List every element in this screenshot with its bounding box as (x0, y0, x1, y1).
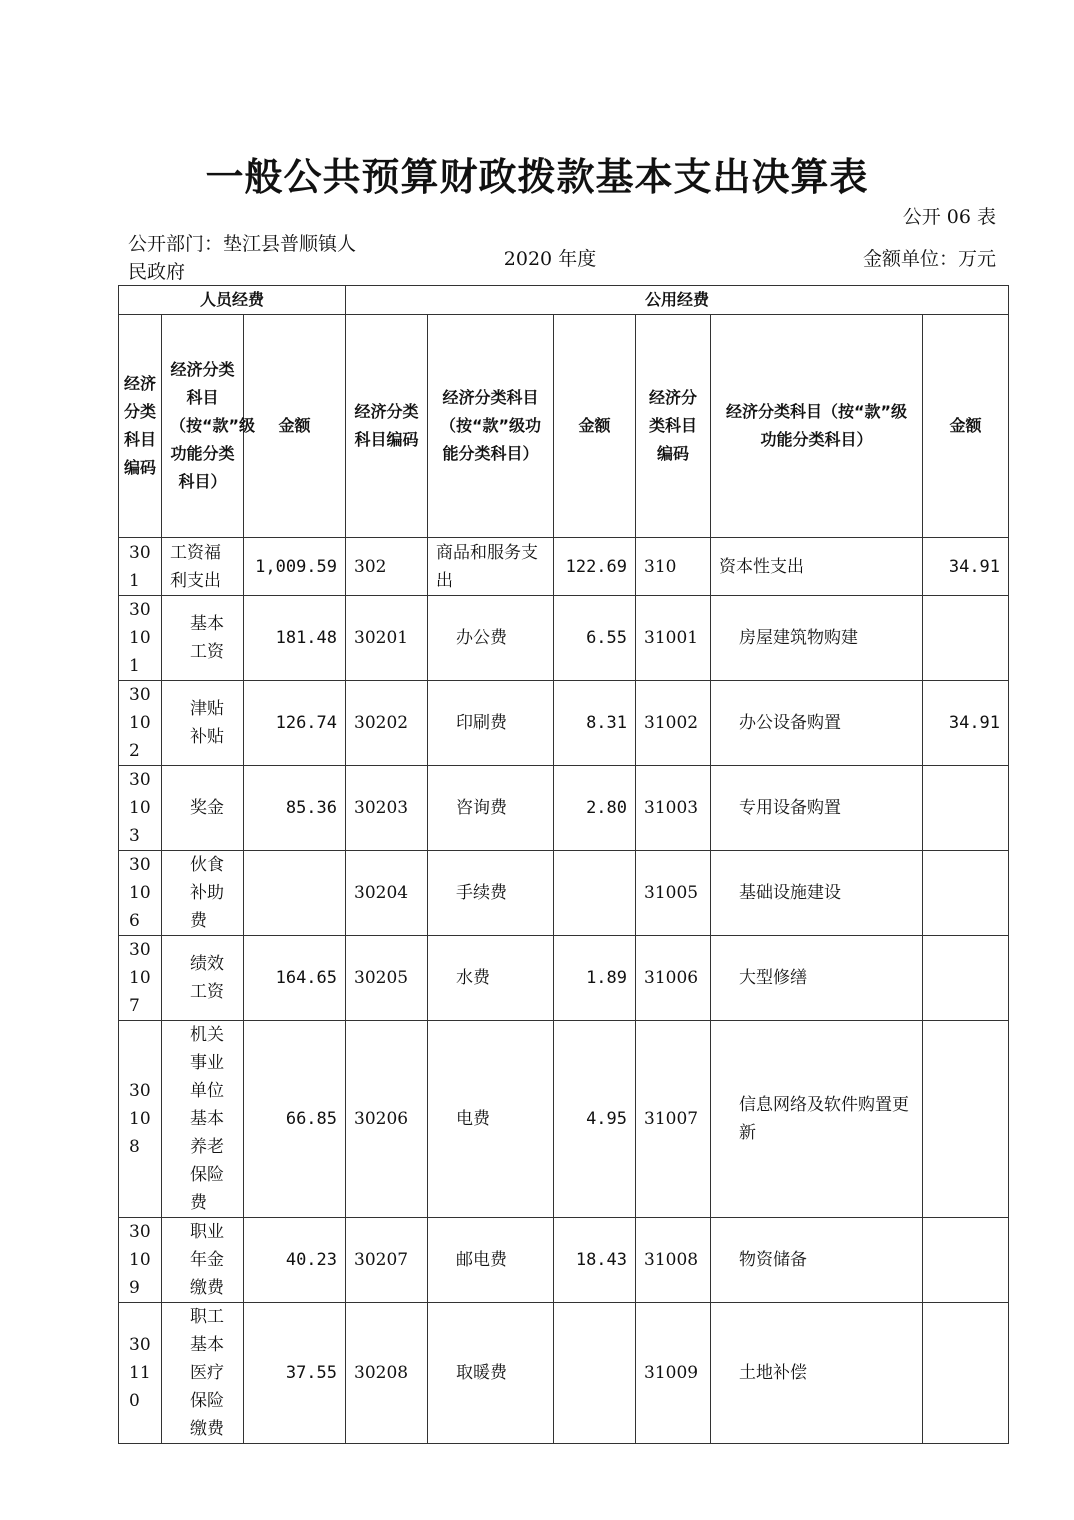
personnel-amount: 85.36 (244, 766, 346, 851)
col-header-goods-code: 经济分类科目编码 (346, 315, 428, 538)
capital-code: 31002 (636, 681, 711, 766)
goods-subject: 咨询费 (428, 766, 554, 851)
table-row (119, 596, 1009, 681)
personnel-amount: 40.23 (244, 1218, 346, 1303)
goods-code: 302 (346, 538, 428, 596)
col-header-capital-subject: 经济分类科目（按“款”级功能分类科目） (711, 315, 923, 538)
goods-subject: 电费 (428, 1021, 554, 1218)
goods-subject: 手续费 (428, 851, 554, 936)
capital-subject: 物资储备 (711, 1218, 923, 1303)
personnel-amount: 126.74 (244, 681, 346, 766)
col-header-personnel-code: 经济分类科目编码 (119, 315, 162, 538)
capital-subject: 办公设备购置 (711, 681, 923, 766)
capital-amount (923, 851, 1009, 936)
goods-subject: 取暖费 (428, 1303, 554, 1444)
personnel-code: 30106 (119, 851, 162, 936)
col-header-personnel-subject: 经济分类科目（按“款”级功能分类科目） (162, 315, 244, 538)
goods-code: 30207 (346, 1218, 428, 1303)
table-row (119, 1021, 1009, 1218)
capital-subject: 土地补偿 (711, 1303, 923, 1444)
fiscal-year: 2020 年度 (503, 248, 597, 270)
table-row (119, 766, 1009, 851)
capital-amount (923, 596, 1009, 681)
personnel-code: 30102 (119, 681, 162, 766)
capital-subject: 房屋建筑物购建 (711, 596, 923, 681)
form-number: 公开 06 表 (902, 206, 996, 228)
goods-amount: 122.69 (554, 538, 636, 596)
personnel-code: 30101 (119, 596, 162, 681)
goods-amount: 8.31 (554, 681, 636, 766)
goods-amount: 2.80 (554, 766, 636, 851)
goods-amount: 6.55 (554, 596, 636, 681)
personnel-subject: 津贴补贴 (162, 681, 244, 766)
goods-amount: 4.95 (554, 1021, 636, 1218)
goods-code: 30203 (346, 766, 428, 851)
personnel-subject: 绩效工资 (162, 936, 244, 1021)
personnel-code: 30110 (119, 1303, 162, 1444)
col-header-capital-amount: 金额 (923, 315, 1009, 538)
personnel-group-header: 人员经费 (119, 286, 346, 315)
goods-amount: 1.89 (554, 936, 636, 1021)
goods-subject: 印刷费 (428, 681, 554, 766)
col-header-goods-amount: 金额 (554, 315, 636, 538)
goods-amount: 18.43 (554, 1218, 636, 1303)
department-label: 公开部门：垫江县普顺镇人民政府 (128, 233, 357, 283)
amount-unit: 金额单位：万元 (862, 248, 996, 270)
public-group-header: 公用经费 (346, 286, 1009, 315)
capital-code: 31005 (636, 851, 711, 936)
capital-amount: 34.91 (923, 538, 1009, 596)
budget-table (118, 285, 1009, 1444)
capital-subject: 大型修缮 (711, 936, 923, 1021)
capital-amount (923, 936, 1009, 1021)
capital-amount: 34.91 (923, 681, 1009, 766)
personnel-subject: 基本工资 (162, 596, 244, 681)
capital-code: 31001 (636, 596, 711, 681)
col-header-goods-subject (428, 315, 554, 538)
personnel-subject: 奖金 (162, 766, 244, 851)
col-header-capital-code: 经济分类科目编码 (636, 315, 711, 538)
personnel-subject: 伙食补助费 (162, 851, 244, 936)
goods-amount (554, 1303, 636, 1444)
table-row (119, 1218, 1009, 1303)
capital-code: 31008 (636, 1218, 711, 1303)
goods-amount (554, 851, 636, 936)
personnel-amount: 181.48 (244, 596, 346, 681)
capital-code: 310 (636, 538, 711, 596)
goods-subject: 邮电费 (428, 1218, 554, 1303)
capital-amount (923, 1303, 1009, 1444)
capital-subject: 资本性支出 (711, 538, 923, 596)
personnel-amount: 66.85 (244, 1021, 346, 1218)
personnel-amount: 37.55 (244, 1303, 346, 1444)
capital-amount (923, 1218, 1009, 1303)
table-row (119, 851, 1009, 936)
goods-code: 30205 (346, 936, 428, 1021)
table-row (119, 1303, 1009, 1444)
goods-code: 30202 (346, 681, 428, 766)
capital-subject: 信息网络及软件购置更新 (711, 1021, 923, 1218)
capital-code: 31003 (636, 766, 711, 851)
goods-subject: 水费 (428, 936, 554, 1021)
personnel-amount (244, 851, 346, 936)
table-row (119, 936, 1009, 1021)
personnel-code: 30103 (119, 766, 162, 851)
goods-code: 30201 (346, 596, 428, 681)
capital-code: 31006 (636, 936, 711, 1021)
page-title: 一般公共预算财政拨款基本支出决算表 (205, 155, 869, 199)
goods-code: 30204 (346, 851, 428, 936)
personnel-subject: 工资福利支出 (162, 538, 244, 596)
capital-code: 31009 (636, 1303, 711, 1444)
goods-code: 30206 (346, 1021, 428, 1218)
personnel-amount: 164.65 (244, 936, 346, 1021)
personnel-subject: 职业年金缴费 (162, 1218, 244, 1303)
capital-amount (923, 766, 1009, 851)
capital-subject: 基础设施建设 (711, 851, 923, 936)
table-row (119, 681, 1009, 766)
personnel-amount: 1,009.59 (244, 538, 346, 596)
personnel-subject: 职工基本医疗保险缴费 (162, 1303, 244, 1444)
goods-subject: 商品和服务支出 (428, 538, 554, 596)
personnel-subject: 机关事业单位基本养老保险费 (162, 1021, 244, 1218)
capital-subject: 专用设备购置 (711, 766, 923, 851)
personnel-code: 301 (119, 538, 162, 596)
personnel-code: 30108 (119, 1021, 162, 1218)
table-row (119, 538, 1009, 596)
goods-code: 30208 (346, 1303, 428, 1444)
personnel-code: 30107 (119, 936, 162, 1021)
col-header-goods-subject-prefix: 经济分类科 (442, 388, 523, 407)
col-header-goods-subject-rest: 目（按“款”级功能分类科目） (439, 388, 542, 463)
capital-code: 31007 (636, 1021, 711, 1218)
personnel-code: 30109 (119, 1218, 162, 1303)
goods-subject: 办公费 (428, 596, 554, 681)
col-header-personnel-amount: 金额 (244, 315, 346, 538)
capital-amount (923, 1021, 1009, 1218)
